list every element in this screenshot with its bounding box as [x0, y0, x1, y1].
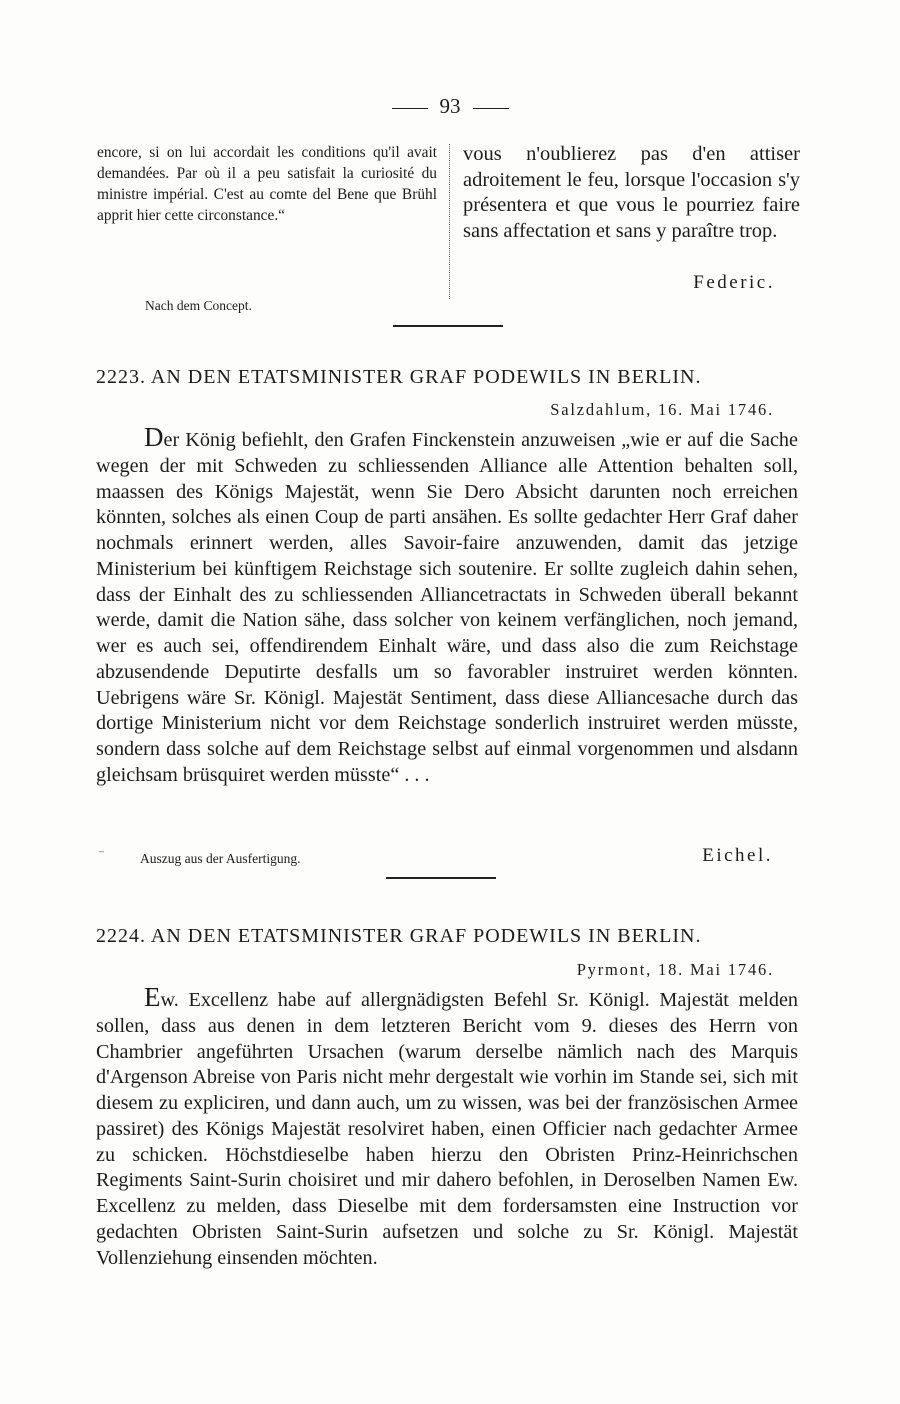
letter-2223-body — [96, 422, 798, 789]
letter-2223-heading: 2223. AN DEN ETATSMINISTER GRAF PODEWILS IN BERLIN. — [96, 366, 702, 388]
stray-mark: ⁻ — [98, 846, 105, 861]
previous-letter-signature: Federic. — [693, 272, 775, 293]
letter-2223-signature: Eichel. — [702, 845, 773, 866]
previous-letter-french-left: encore, si on lui accordait les conditions qu'il avait demandées. Par où il a peu satisfait la curiosité du ministre impérial. C'est au comte del Bene que Brühl apprit hier cette circonstance.“ — [97, 144, 437, 224]
page-header — [0, 94, 900, 119]
letter-2224-heading: 2224. AN DEN ETATSMINISTER GRAF PODEWILS IN BERLIN. — [96, 925, 702, 947]
previous-letter-french-right: vous n'oublierez pas d'en attiser adroitement le feu, lorsque l'occasion s'y présentera et que vous le pourriez faire sans affectation et sans y paraître trop. — [463, 143, 800, 242]
previous-letter-source-note: Nach dem Concept. — [145, 298, 252, 313]
header-rule-left — [392, 108, 428, 109]
header-rule-right — [473, 108, 509, 109]
letter-2223-source-note: Auszug aus der Ausfertigung. — [140, 851, 301, 866]
letter-2224-initial: E — [144, 982, 161, 1012]
letter-2223-date: 16. Mai 1746. — [658, 400, 774, 419]
letter-2223-dateline — [550, 400, 774, 420]
letter-2224-date: 18. Mai 1746. — [658, 960, 774, 979]
letter-2223-text: er König befiehlt, den Grafen Finckenstein anzuweisen „wie er auf die Sache wegen der mit Schweden zu schliessenden Alliance alle Attention behalten soll, maassen des Königs Majestät, wenn Sie Dero Absicht darunten noch erreichen könnten, solches als einen Coup de parti ansähen. Es sollte gedachter Herr Graf daher nochmals erinnert werden, alles Savoir-faire anzuwenden, damit das jetzige Ministerium bei künftigem Reichstage sich soutenire. Er sollte zugleich dahin sehen, dass der Einhalt des zu schliessenden Alliancetractats in Schweden überall bekannt werde, damit die Nation sähe, dass solcher von keinem verfänglichen, noch jemand, wer es auch sei, offendirendem Einhalt wäre, und dass also die zum Reichstage abzusendende Deputirte desfalls um so favorabler instruiret werden könnten. Uebrigens wäre Sr. Königl. Majestät Sentiment, dass diese Alliancesache durch das dortige Ministerium nicht vor dem Reichstage sonderlich instruiret werden müsste, sondern dass solche auf dem Reichstage selbst auf einmal vorgenommen und alsdann gleichsam brüsquiret werden müsste“ . . . — [96, 429, 798, 786]
section-separator — [386, 877, 496, 879]
letter-2224-body — [96, 982, 798, 1271]
letter-2224-dateline — [577, 960, 774, 980]
letter-2224-text: w. Excellenz habe auf allergnädigsten Befehl Sr. Königl. Majestät melden sollen, dass aus denen in dem letzteren Bericht vom 9. dieses des Herrn von Chambrier angeführten Ursachen (warum derselbe nämlich nach des Marquis d'Argenson Abreise von Paris nicht mehr dergestalt wie vorhin im Stande sei, sich mit diesem zu expliciren, und dann auch, um zu wissen, was bei der französischen Armee passiret) des Königs Majestät resolviret haben, einen Officier nach gedachter Armee zu schicken. Höchstdieselbe haben hierzu den Obristen Prinz-Heinrichschen Regiments Saint-Surin choisiret und mir dahero befohlen, in Deroselben Namen Ew. Excellenz zu melden, dass Dieselbe mit dem fordersamsten eine Instruction vor gedachten Obristen Saint-Surin aufsetzen und solche zu Sr. Königl. Majestät Vollenziehung einsenden möchten. — [96, 989, 798, 1269]
page-number: 93 — [439, 94, 461, 118]
section-separator — [393, 325, 503, 327]
letter-2223-initial: D — [144, 422, 164, 452]
letter-2224-place: Pyrmont, — [576, 960, 653, 979]
column-divider — [449, 144, 450, 299]
letter-2223-place: Salzdahlum, — [550, 400, 653, 419]
